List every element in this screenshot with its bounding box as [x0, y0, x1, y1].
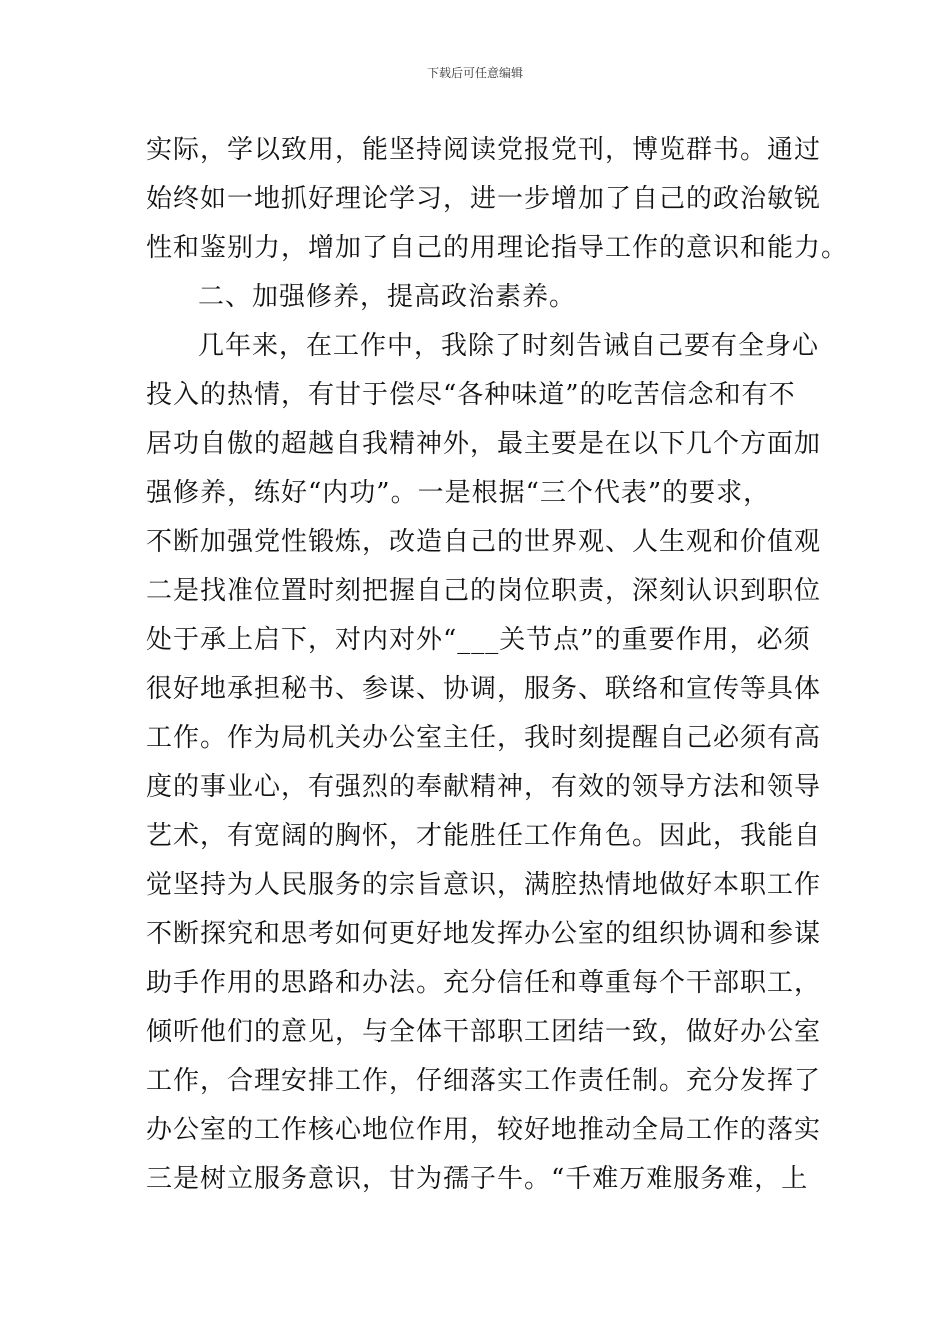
text-line: 居功自傲的超越自我精神外，最主要是在以下几个方面加 [146, 429, 822, 459]
text-line: 投入的热情，有甘于偿尽“各种味道”的吃苦信念和有不 [146, 380, 796, 410]
text-line: 强修养，练好“内功”。一是根据“三个代表”的要求， [146, 478, 771, 508]
text-line: 工作，合理安排工作，仔细落实工作责任制。充分发挥了 [146, 1066, 822, 1096]
text-line: 不断加强党性锻炼，改造自己的世界观、人生观和价值观 [146, 527, 822, 557]
text-line: 实际，学以致用，能坚持阅读党报党刊，博览群书。通过 [146, 135, 822, 165]
text-line: 处于承上启下，对内对外“___关节点”的重要作用，必须 [146, 625, 811, 655]
document-body [146, 126, 849, 1204]
text-line: 不断探究和思考如何更好地发挥办公室的组织协调和参谋 [146, 919, 822, 949]
text-line: 性和鉴别力，增加了自己的用理论指导工作的意识和能力。 [146, 233, 849, 263]
text-line: 觉坚持为人民服务的宗旨意识，满腔热情地做好本职工作 [146, 870, 822, 900]
text-line: 三是树立服务意识，甘为孺子牛。“千难万难服务难，上 [146, 1164, 809, 1194]
text-line: 倾听他们的意见，与全体干部职工团结一致，做好办公室 [146, 1017, 822, 1047]
text-line: 艺术，有宽阔的胸怀，才能胜任工作角色。因此，我能自 [146, 821, 822, 851]
section-heading: 二、加强修养，提高政治素养。 [198, 282, 577, 312]
text-line: 办公室的工作核心地位作用，较好地推动全局工作的落实 [146, 1115, 822, 1145]
text-line: 工作。作为局机关办公室主任，我时刻提醒自己必须有高 [146, 723, 822, 753]
text-line: 度的事业心，有强烈的奉献精神，有效的领导方法和领导 [146, 772, 822, 802]
paragraph-start-line: 几年来，在工作中，我除了时刻告诫自己要有全身心 [198, 331, 820, 361]
page-header: 下载后可任意编辑 [426, 66, 523, 80]
text-line: 很好地承担秘书、参谋、协调，服务、联络和宣传等具体 [146, 674, 822, 704]
text-line: 始终如一地抓好理论学习，进一步增加了自己的政治敏锐 [146, 184, 822, 214]
text-line: 二是找准位置时刻把握自己的岗位职责，深刻认识到职位 [146, 576, 822, 606]
text-line: 助手作用的思路和办法。充分信任和尊重每个干部职工， [146, 968, 822, 998]
